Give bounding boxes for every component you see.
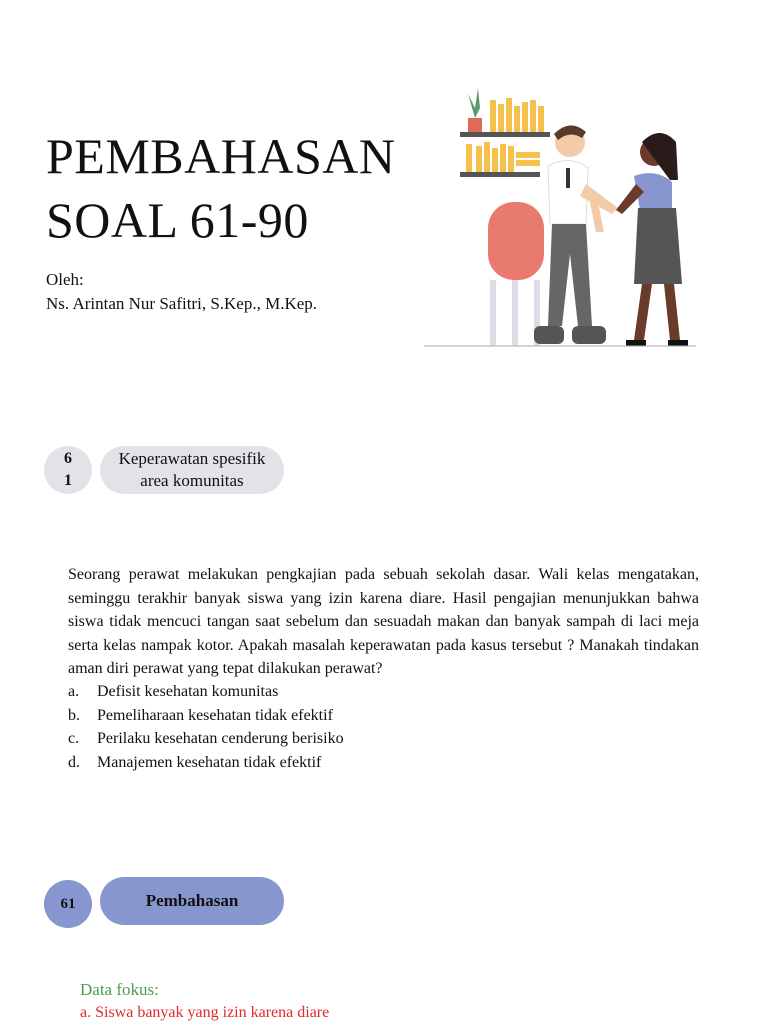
focus-data-item-a: a. Siswa banyak yang izin karena diare bbox=[80, 1004, 330, 1021]
option-letter: a. bbox=[68, 683, 80, 700]
category-line-2: area komunitas bbox=[140, 471, 244, 490]
option-b bbox=[68, 704, 344, 728]
page-title bbox=[46, 124, 396, 252]
question-number-digit-1: 6 bbox=[64, 450, 72, 467]
handshake-illustration bbox=[420, 84, 700, 350]
author-block bbox=[46, 268, 317, 316]
author-label: Oleh: bbox=[46, 270, 84, 289]
option-c bbox=[68, 727, 344, 751]
answer-options bbox=[68, 680, 344, 774]
option-text: Perilaku kesehatan cenderung berisiko bbox=[97, 730, 344, 747]
discussion-label-badge: Pembahasan bbox=[100, 877, 284, 925]
option-letter: c. bbox=[68, 730, 80, 747]
option-text: Defisit kesehatan komunitas bbox=[97, 683, 279, 700]
option-a bbox=[68, 680, 344, 704]
question-number-digit-2: 1 bbox=[64, 472, 72, 489]
category-badge bbox=[100, 446, 284, 494]
discussion-number-badge: 61 bbox=[44, 880, 92, 928]
man-figure bbox=[534, 125, 618, 344]
question-text: Seorang perawat melakukan pengkajian pada sebuah sekolah dasar. Wali kelas mengatakan, seminggu terakhir banyak siswa yang izin karena diare. Hasil pengajian menunjukkan bahwa siswa tidak mencuci tangan saat sebelum dan sesuadah makan dan banyak sampah di laci meja serta kelas nampak kotor. Apakah masalah keperawatan pada kasus tersebut ? Manakah tindakan aman diri perawat yang tepat dilakukan perawat? bbox=[68, 566, 699, 677]
woman-figure bbox=[616, 133, 688, 346]
option-letter: d. bbox=[68, 753, 80, 771]
option-text: Pemeliharaan kesehatan tidak efektif bbox=[97, 706, 333, 724]
option-d bbox=[68, 751, 344, 775]
title-line-1: PEMBAHASAN bbox=[46, 128, 396, 184]
author-name: Ns. Arintan Nur Safitri, S.Kep., M.Kep. bbox=[46, 294, 318, 313]
plant-icon bbox=[468, 88, 486, 132]
option-text: Manajemen kesehatan tidak efektif bbox=[97, 753, 322, 771]
focus-data-heading: Data fokus: bbox=[80, 980, 159, 999]
category-line-1: Keperawatan spesifik bbox=[118, 449, 266, 468]
chair-icon bbox=[488, 202, 544, 346]
question-number-badge bbox=[44, 446, 92, 494]
option-letter: b. bbox=[68, 706, 80, 724]
title-line-2: SOAL 61-90 bbox=[46, 192, 309, 248]
